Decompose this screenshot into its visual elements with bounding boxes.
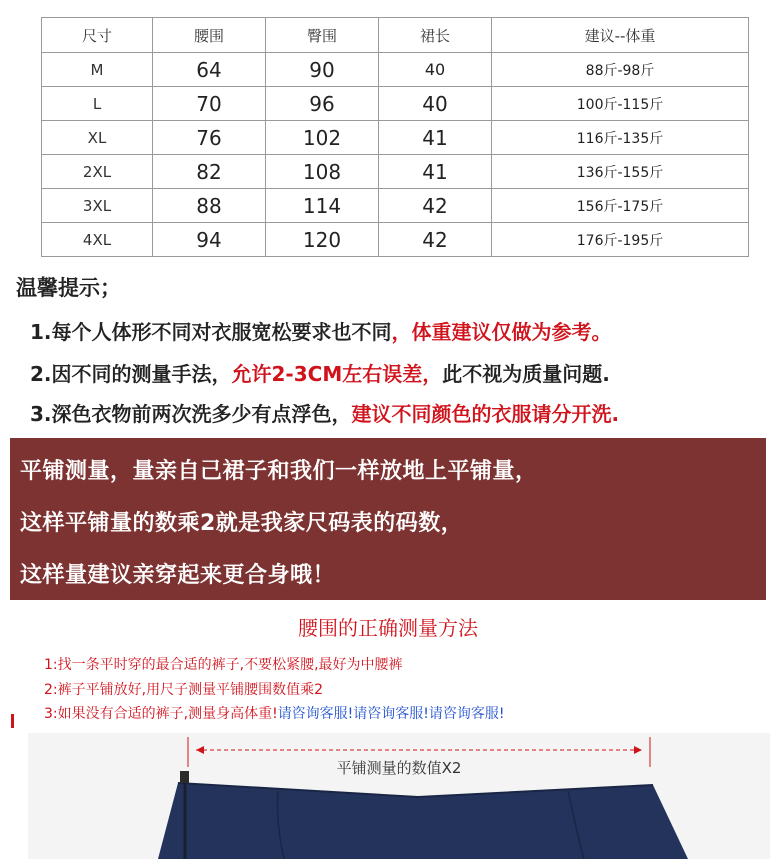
tip-text: 3.深色衣物前两次洗多少有点浮色，	[30, 402, 352, 426]
cell-hip: 108	[266, 155, 379, 189]
header-hip: 臀围	[266, 18, 379, 53]
garment-illustration	[28, 733, 770, 859]
table-row	[42, 53, 749, 87]
header-length: 裙长	[379, 18, 492, 53]
cell-hip: 102	[266, 121, 379, 155]
size-table	[41, 17, 749, 257]
side-mark	[11, 714, 14, 728]
cell-size: 3XL	[42, 189, 153, 223]
cell-length: 42	[379, 189, 492, 223]
header-size: 尺寸	[42, 18, 153, 53]
cell-size: M	[42, 53, 153, 87]
cell-weight: 116斤-135斤	[492, 121, 749, 155]
table-header-row	[42, 18, 749, 53]
banner-line: 平铺测量，量亲自己裙子和我们一样放地上平铺量，	[20, 459, 538, 484]
cell-weight: 88斤-98斤	[492, 53, 749, 87]
cell-length: 41	[379, 155, 492, 189]
arrow-left-icon	[196, 746, 204, 754]
cell-weight: 176斤-195斤	[492, 223, 749, 257]
tip-text: 1.每个人体形不同对衣服宽松要求也不同	[30, 320, 392, 344]
tip-item	[30, 316, 612, 345]
header-waist: 腰围	[153, 18, 266, 53]
cell-weight: 136斤-155斤	[492, 155, 749, 189]
table-row	[42, 121, 749, 155]
garment-photo	[28, 733, 770, 859]
cell-size: XL	[42, 121, 153, 155]
cell-length: 41	[379, 121, 492, 155]
measure-label: 平铺测量的数值X2	[336, 759, 462, 777]
cell-weight: 156斤-175斤	[492, 189, 749, 223]
step-text: 1:找一条平时穿的最合适的裤子,不要松紧腰,最好为中腰裤	[44, 657, 403, 673]
tip-highlight: ，体重建议仅做为参考。	[391, 320, 612, 344]
banner-line: 这样量建议亲穿起来更合身哦！	[20, 563, 336, 588]
tip-highlight: 建议不同颜色的衣服请分开洗.	[351, 402, 620, 426]
cell-size: 4XL	[42, 223, 153, 257]
cell-hip: 96	[266, 87, 379, 121]
cell-length: 42	[379, 223, 492, 257]
header-weight: 建议--体重	[492, 18, 749, 53]
tip-tail: 此不视为质量问题.	[442, 362, 610, 386]
step-text: 3:如果没有合适的裤子,测量身高体重!	[44, 706, 278, 722]
cell-weight: 100斤-115斤	[492, 87, 749, 121]
cell-hip: 120	[266, 223, 379, 257]
cell-length: 40	[379, 87, 492, 121]
table-row	[42, 223, 749, 257]
method-step	[44, 703, 505, 723]
step-contact-note: 请咨询客服!请咨询客服!请咨询客服!	[277, 706, 505, 722]
tip-highlight: 允许2-3CM左右误差，	[231, 362, 443, 386]
cell-waist: 70	[153, 87, 266, 121]
step-text: 2:裤子平铺放好,用尺子测量平铺腰围数值乘2	[44, 682, 323, 698]
cell-size: 2XL	[42, 155, 153, 189]
tip-text: 2.因不同的测量手法，	[30, 362, 232, 386]
skirt-shape	[158, 783, 688, 859]
cell-size: L	[42, 87, 153, 121]
method-step	[44, 679, 323, 699]
cell-waist: 82	[153, 155, 266, 189]
cell-waist: 94	[153, 223, 266, 257]
cell-waist: 88	[153, 189, 266, 223]
cell-hip: 114	[266, 189, 379, 223]
cell-waist: 64	[153, 53, 266, 87]
table-row	[42, 155, 749, 189]
measurement-banner	[10, 438, 766, 600]
method-title: 腰围的正确测量方法	[298, 616, 478, 640]
method-step	[44, 654, 403, 674]
banner-line: 这样平铺量的数乘2就是我家尺码表的码数，	[20, 511, 464, 536]
table-row	[42, 87, 749, 121]
cell-length: 40	[379, 53, 492, 87]
cell-waist: 76	[153, 121, 266, 155]
tip-item	[30, 358, 610, 387]
cell-hip: 90	[266, 53, 379, 87]
table-row	[42, 189, 749, 223]
arrow-right-icon	[634, 746, 642, 754]
tip-item	[30, 398, 619, 427]
tips-title: 温馨提示；	[16, 276, 121, 300]
